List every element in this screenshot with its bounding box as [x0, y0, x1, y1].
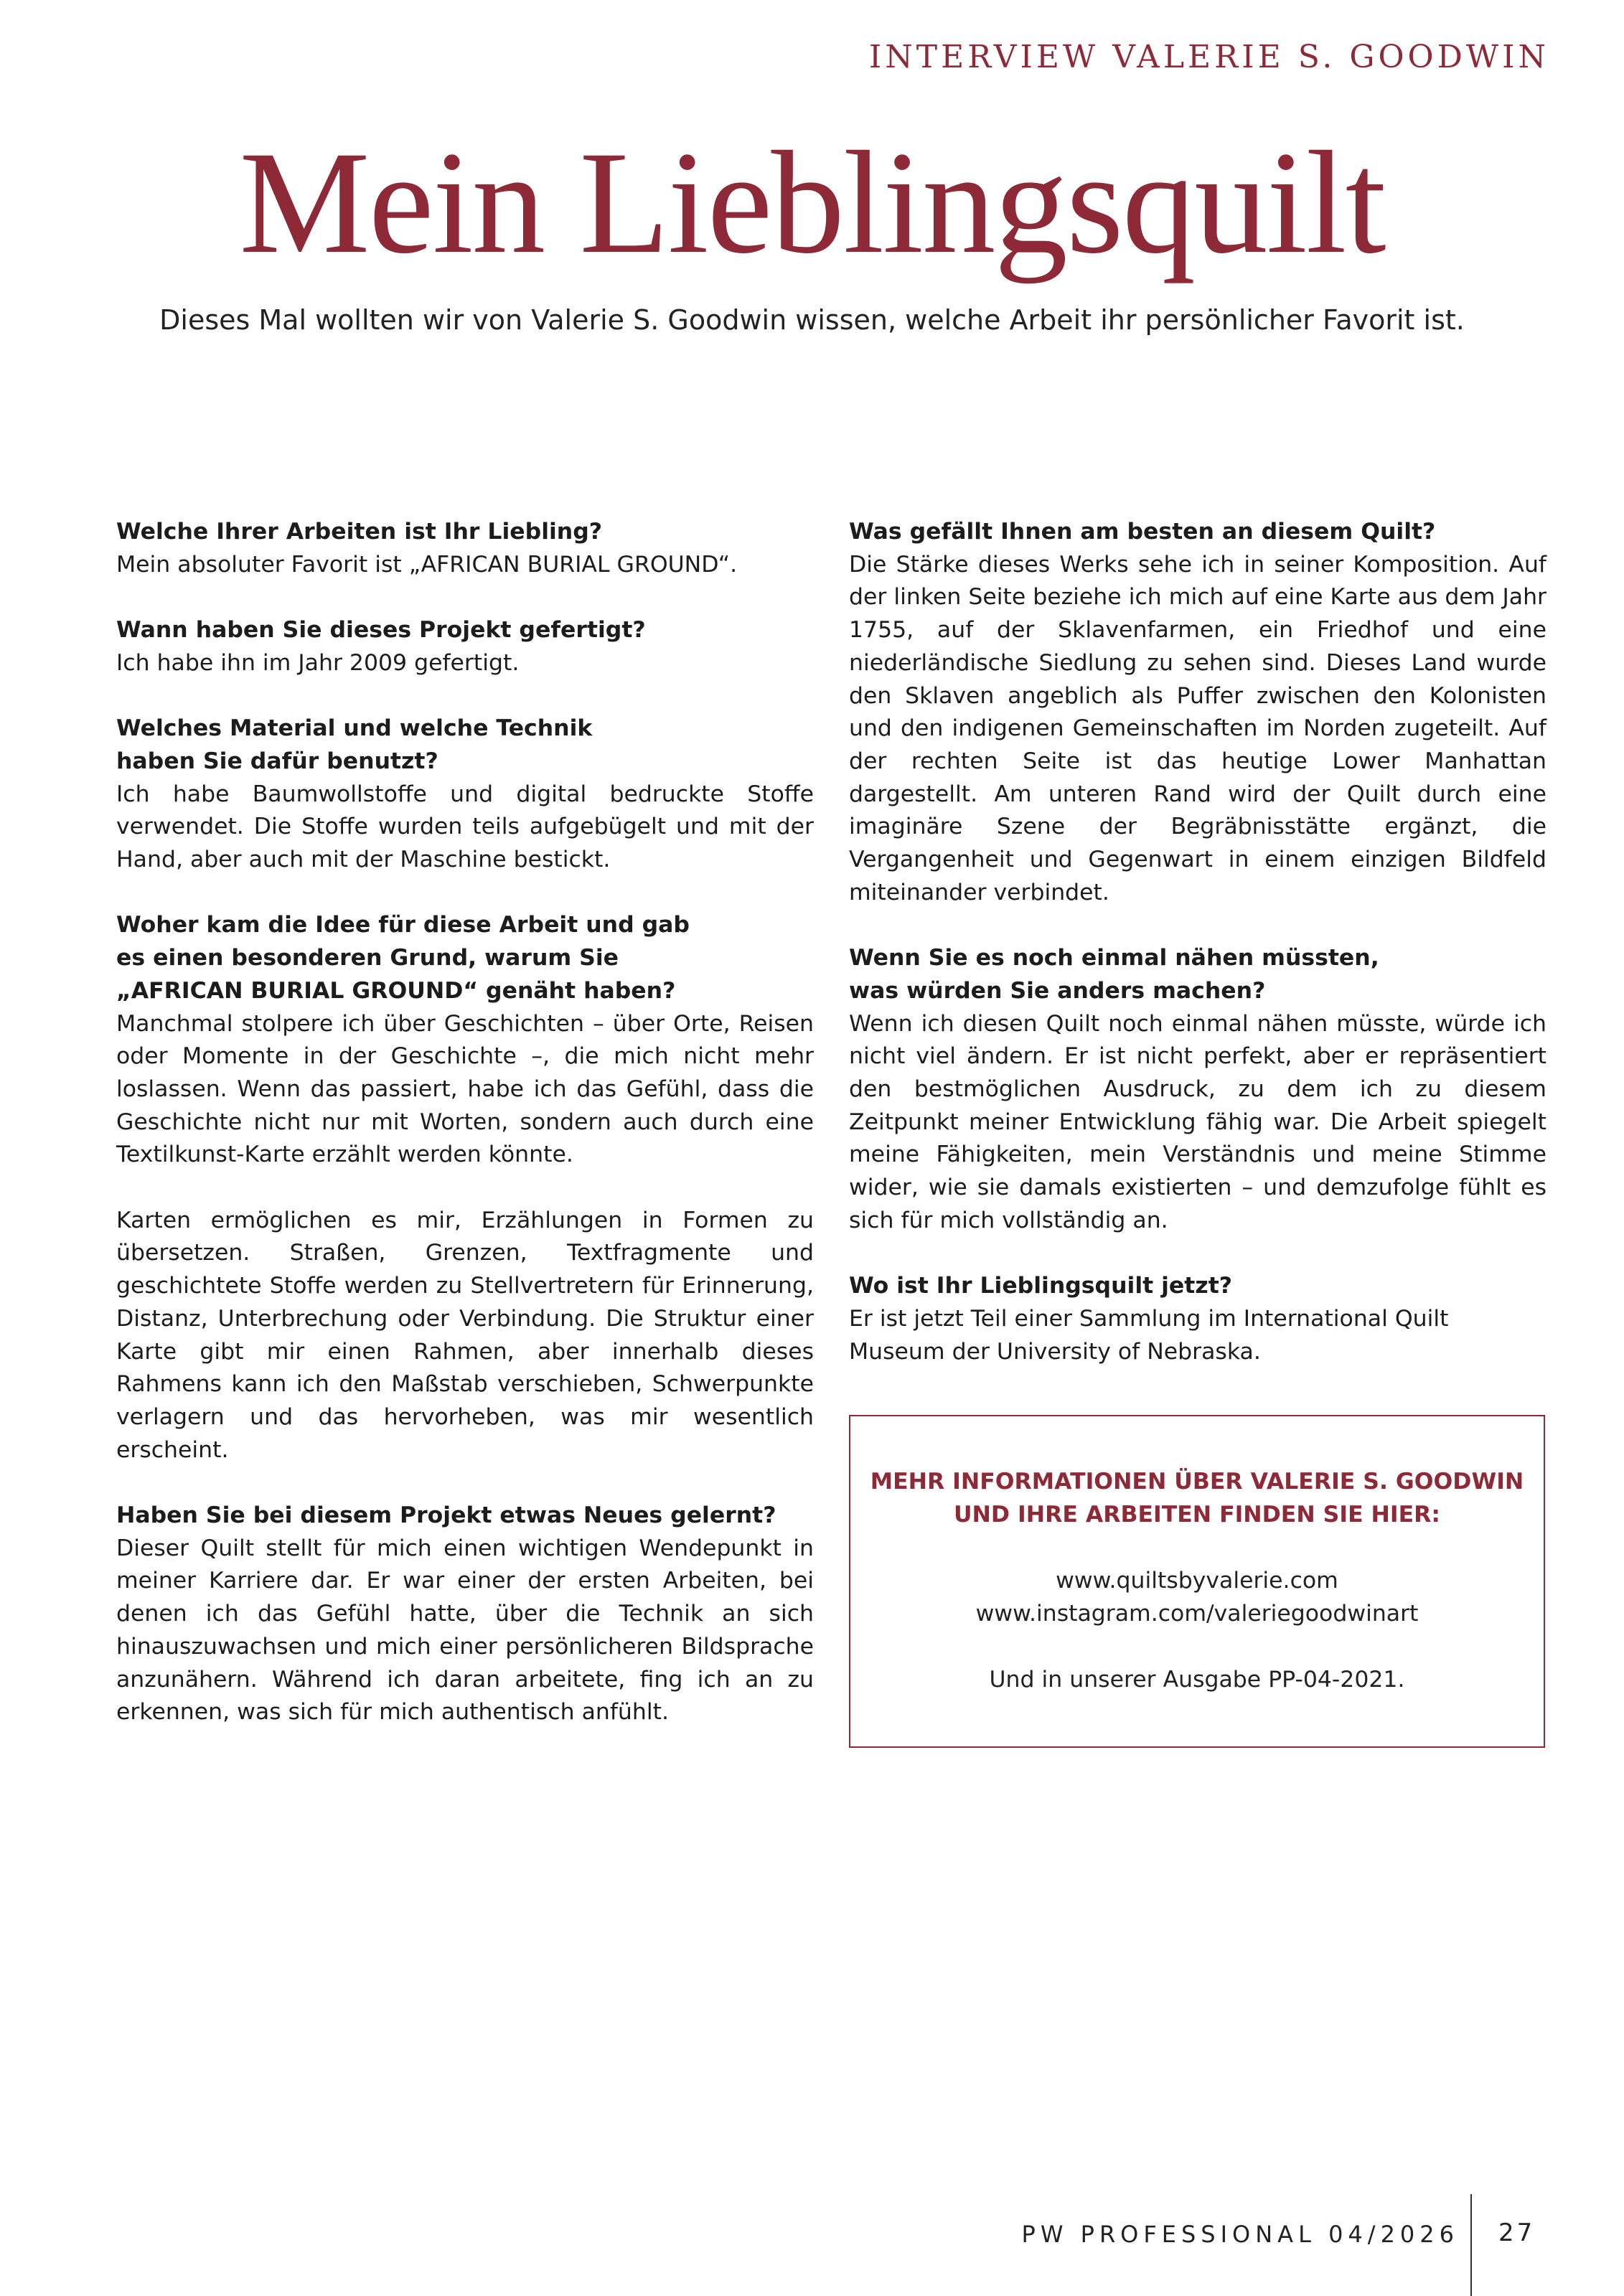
question: Wenn Sie es noch einmal nähen müssten, was würden Sie anders machen?	[849, 945, 1379, 1004]
answer: Karten ermöglichen es mir, Erzählungen in Formen zu übersetzen. Straßen, Grenzen, Textfragmente und geschichtete Stoffe werden zu Stellvertretern für Erinnerung, Distanz, Unterbrechung oder Verbindung. Die Struktur einer Karte gibt mir einen Rahmen, aber innerhalb dieses Rahmens kann ich den Maßstab verschieben, Schwerpunkte verlagern und das hervorheben, was mir wesentlich erscheint.	[116, 1207, 814, 1463]
qa-location	[849, 1270, 1546, 1368]
issue-reference: Und in unserer Ausgabe PP-04-2021.	[989, 1667, 1405, 1693]
answer: Ich habe ihn im Jahr 2009 gefertigt.	[116, 649, 520, 676]
footer-divider	[1470, 2194, 1472, 2296]
answer: Dieser Quilt stellt für mich einen wichtigen Wendepunkt in meiner Karriere dar. Er war einer der ersten Arbeiten, bei denen ich das Gefühl hatte, über die Technik an sich hinauszuwachsen und mich einer persönlicheren Bildsprache anzunähern. Während ich daran arbeitete, fing ich an zu erkennen, was sich für mich authentisch anfühlt.	[116, 1535, 814, 1726]
answer: Mein absoluter Favorit ist „AFRICAN BURIAL GROUND“.	[116, 551, 738, 578]
question: Was gefällt Ihnen am besten an diesem Quilt?	[849, 519, 1436, 545]
qa-best	[849, 516, 1546, 909]
info-heading: MEHR INFORMATIONEN ÜBER VALERIE S. GOODWIN UND IHRE ARBEITEN FINDEN SIE HIER:	[870, 1469, 1524, 1528]
website-link[interactable]: www.quiltsbyvalerie.com	[1056, 1568, 1338, 1594]
question: Welche Ihrer Arbeiten ist Ihr Liebling?	[116, 519, 603, 545]
qa-date	[116, 614, 814, 679]
answer: Er ist jetzt Teil einer Sammlung im International Quilt Museum der University of Nebraska.	[849, 1305, 1449, 1365]
answer: Manchmal stolpere ich über Geschichten – über Orte, Reisen oder Momente in der Geschichte –, die mich nicht mehr loslassen. Wenn das passiert, habe ich das Gefühl, dass die Geschichte nicht nur mit Worten, sondern auch durch eine Textilkunst-Karte erzählt werden könnte.	[116, 1010, 814, 1168]
answer: Die Stärke dieses Werks sehe ich in seiner Komposition. Auf der linken Seite beziehe ich mich auf eine Karte aus dem Jahr 1755, auf der Sklavenfarmen, ein Friedhof und eine niederländische Siedlung zu sehen sind. Dieses Land wurde den Sklaven angeblich als Puffer zwischen den Kolonisten und den indigenen Gemeinschaften im Norden zugeteilt. Auf der rechten Seite ist das heutige Lower Manhattan dargestellt. Am unteren Rand wird der Quilt durch eine imaginäre Szene der Begräbnisstätte ergänzt, die Vergangenheit und Gegenwart in einem einzigen Bildfeld miteinander verbindet.	[849, 551, 1546, 905]
question: Welches Material und welche Technik haben Sie dafür benutzt?	[116, 715, 593, 774]
instagram-link[interactable]: www.instagram.com/valeriegoodwinart	[975, 1601, 1419, 1627]
question: Wann haben Sie dieses Projekt gefertigt?	[116, 617, 646, 644]
footer-publication: PW PROFESSIONAL 04/2026	[1021, 2221, 1459, 2248]
left-column	[116, 516, 814, 1762]
question: Woher kam die Idee für diese Arbeit und gab es einen besonderen Grund, warum Sie „AFRICAN BURIAL GROUND“ genäht haben?	[116, 912, 690, 1004]
qa-learned	[116, 1500, 814, 1729]
header-kicker: INTERVIEW VALERIE S. GOODWIN	[868, 39, 1549, 75]
page-subtitle: Dieses Mal wollten wir von Valerie S. Goodwin wissen, welche Arbeit ihr persönlicher Favorit ist.	[159, 304, 1465, 336]
answer: Ich habe Baumwollstoffe und digital bedruckte Stoffe verwendet. Die Stoffe wurden teils aufgebügelt und mit der Hand, aber auch mit der Maschine bestickt.	[116, 781, 814, 872]
info-box	[849, 1415, 1545, 1748]
page-number: 27	[1498, 2219, 1536, 2247]
answer: Wenn ich diesen Quilt noch einmal nähen müsste, würde ich nicht viel ändern. Er ist nicht perfekt, aber er repräsentiert den bestmöglichen Ausdruck, zu dem ich zu diesem Zeitpunkt meiner Entwicklung fähig war. Die Arbeit spiegelt meine Fähigkeiten, mein Verständnis und meine Stimme wider, wie sie damals existierten – und demzufolge fühlt es sich für mich vollständig an.	[849, 1010, 1546, 1233]
qa-material	[116, 712, 814, 877]
page-title: Mein Lieblingsquilt	[239, 121, 1385, 284]
qa-change	[849, 942, 1546, 1237]
question: Wo ist Ihr Lieblingsquilt jetzt?	[849, 1273, 1233, 1299]
question: Haben Sie bei diesem Projekt etwas Neues gelernt?	[116, 1502, 776, 1529]
qa-idea	[116, 909, 814, 1467]
qa-favorite	[116, 516, 814, 581]
right-column	[849, 516, 1546, 1401]
